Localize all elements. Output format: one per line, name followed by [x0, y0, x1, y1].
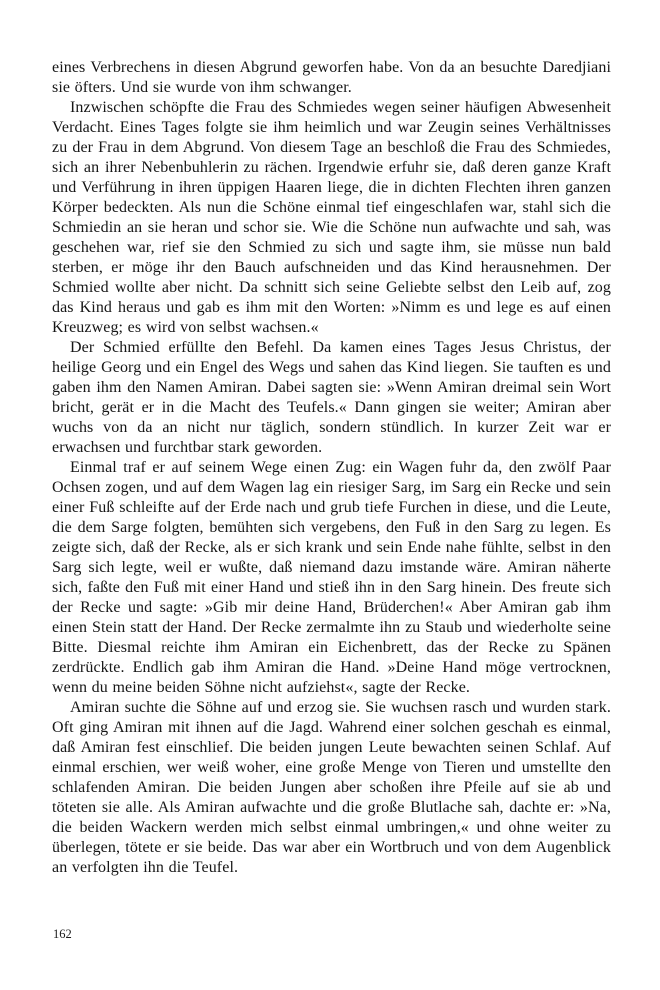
paragraph: Der Schmied erfüllte den Befehl. Da kamen eines Tages Jesus Christus, der heilige Georg und ein Engel des Wegs und sahen das Kind liegen. Sie tauften es und gaben ihm den Namen Amiran. Dabei sagten sie: »Wenn Amiran dreimal sein Wort bricht, gerät er in die Macht des Teufels.« Dann gingen sie weiter; Amiran aber wuchs von da an nicht nur täglich, sondern stündlich. In kurzer Zeit war er erwachsen und furchtbar stark geworden.	[52, 339, 611, 456]
body-text	[52, 58, 611, 878]
paragraph-continuation: eines Verbrechens in diesen Abgrund geworfen habe. Von da an besuchte Daredjiani sie öfters. Und sie wurde von ihm schwanger.	[52, 59, 611, 96]
page-number: 162	[53, 927, 72, 941]
paragraph: Amiran suchte die Söhne auf und erzog sie. Sie wuchsen rasch und wurden stark. Oft ging Amiran mit ihnen auf die Jagd. Wahrend einer solchen geschah es einmal, daß Amiran fest einschlief. Die beiden jungen Leute bewachten seinen Schlaf. Auf einmal erschien, wer weiß woher, eine große Menge von Tieren und umstellte den schlafenden Amiran. Die beiden Jungen aber schoßen ihre Pfeile auf sie ab und töteten sie alle. Als Amiran aufwachte und die große Blutlache sah, dachte er: »Na, die beiden Wackern werden mich selbst einmal umbringen,« und ohne weiter zu überlegen, tötete er sie beide. Das war aber ein Wortbruch und von dem Augenblick an verfolgten ihn die Teufel.	[52, 699, 611, 876]
paragraph: Einmal traf er auf seinem Wege einen Zug: ein Wagen fuhr da, den zwölf Paar Ochsen zogen, und auf dem Wagen lag ein riesiger Sarg, im Sarg ein Recke und sein einer Fuß schleifte auf der Erde nach und grub tiefe Furchen in diese, und die Leute, die dem Sarge folgten, bemühten sich vergebens, den Fuß in den Sarg zu legen. Es zeigte sich, daß der Recke, als er sich krank und sein Ende nahe fühlte, selbst in den Sarg sich legte, weil er wußte, daß niemand dazu imstande wäre. Amiran näherte sich, faßte den Fuß mit einer Hand und stieß ihn in den Sarg hinein. Des freute sich der Recke und sagte: »Gib mir deine Hand, Brüderchen!« Aber Amiran gab ihm einen Stein statt der Hand. Der Recke zermalmte ihn zu Staub und wiederholte seine Bitte. Diesmal reichte ihm Amiran ein Eichenbrett, das der Recke zu Spänen zerdrückte. Endlich gab ihm Amiran die Hand. »Deine Hand möge vertrocknen, wenn du meine beiden Söhne nicht aufziehst«, sagte der Recke.	[52, 459, 611, 696]
paragraph: Inzwischen schöpfte die Frau des Schmiedes wegen seiner häufigen Abwesenheit Verdacht. Eines Tages folgte sie ihm heimlich und war Zeugin seines Verhältnisses zu der Frau in dem Abgrund. Von diesem Tage an beschloß die Frau des Schmiedes, sich an ihrer Nebenbuhlerin zu rächen. Irgendwie erfuhr sie, daß deren ganze Kraft und Verführung in ihren üppigen Haaren liege, die in dichten Flechten ihren ganzen Körper bedeckten. Als nun die Schöne einmal tief eingeschlafen war, stahl sich die Schmiedin an sie heran und schor sie. Wie die Schöne nun aufwachte und sah, was geschehen war, rief sie den Schmied zu sich und sagte ihm, sie müsse nun bald sterben, er möge ihr den Bauch aufschneiden und das Kind herausnehmen. Der Schmied wollte aber nicht. Da schnitt sich seine Geliebte selbst den Leib auf, zog das Kind heraus und gab es ihm mit den Worten: »Nimm es und lege es auf einen Kreuzweg; es wird von selbst wachsen.«	[52, 99, 611, 336]
